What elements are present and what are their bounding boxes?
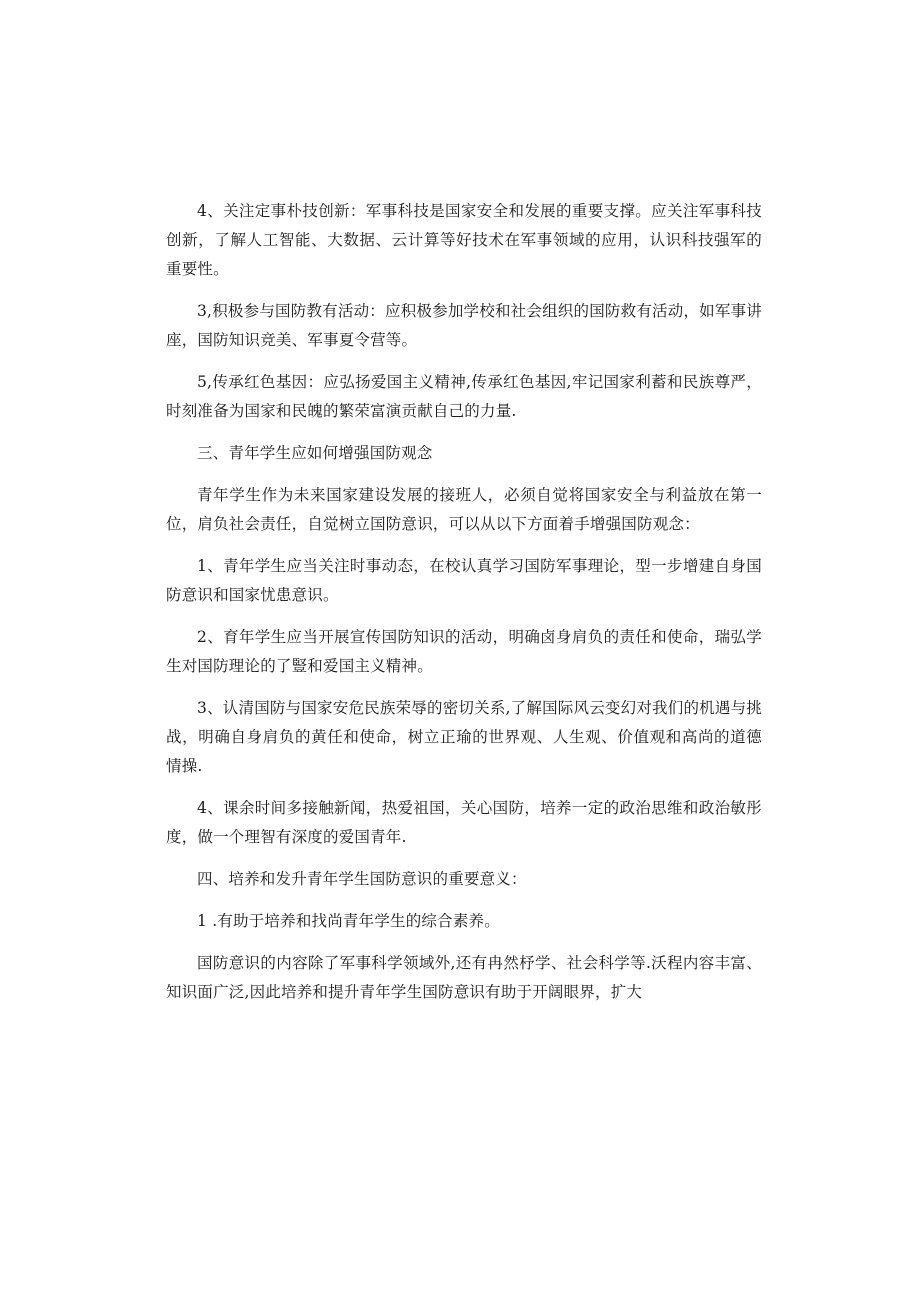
document-body — [166, 197, 762, 1020]
subheading-point-1: 1 .有助于培养和找尚青年学生的综合素养。 — [197, 912, 500, 930]
paragraph-youth-point-1: 1、青年学生应当关注时事动态，在校认真学习国防军事理论，型一步增建自身国防意识和国家忧患意识。 — [166, 557, 762, 604]
paragraph-youth-point-3: 3、认清国防与国家安危民族荣辱的密切关系,了解国际风云变幻对我们的机遇与挑战，明确自身肩负的黄任和使命，树立正瑜的世界观、人生观、价值观和高尚的道德情操. — [166, 699, 762, 775]
paragraph-youth-point-4: 4、课余时间多接触新闻，热爱祖国，关心国防，培养一定的政治思维和政治敏彤度，做一个理智有深度的爱国青年. — [166, 799, 762, 846]
section-heading-three: 三、青年学生应如何增强国防观念 — [197, 444, 433, 462]
paragraph-defense-education: 3,积极参与国防教有活动：应积极参加学校和社会组织的国防救有活动，如军事讲座，国防知识竞美、军事夏令营等。 — [166, 302, 762, 349]
paragraph-red-gene: 5,传承红色基因：应弘扬爱国主义精神,传承红色基因,牢记国家利蓄和民族尊严，时刻准备为国家和民魄的繁荣富演贡献自己的力量. — [166, 373, 762, 420]
section-heading-four: 四、培养和发升青年学生国防意识的重要意义： — [197, 870, 527, 888]
paragraph-military-tech: 4、关注定事朴技创新：军事科技是国家安全和发展的重要支撑。应关注军事科技创新，了解人工智能、大数据、云计算等好技术在军事领域的应用，认识科技强军的重要性。 — [166, 202, 762, 278]
paragraph-youth-point-2: 2、育年学生应当开展宣传国防知识的活动，明确卤身肩负的责任和使命，瑞弘学生对国防理论的了豎和爱国主义精神。 — [166, 628, 762, 675]
paragraph-youth-intro: 青年学生作为未来国家建设发展的接班人，必须自觉将国家安全与利益放在第一位，肩负社会责任，自觉树立国防意识，可以从以下方面着手增强国防观念： — [166, 486, 762, 533]
paragraph-significance: 国防意识的内容除了军事科学领域外,还有冉然杼学、社会科学等.沃程内容丰富、知识面广泛,因此培养和提升青年学生国防意识有助于开阔眼界，扩大 — [166, 954, 762, 1001]
